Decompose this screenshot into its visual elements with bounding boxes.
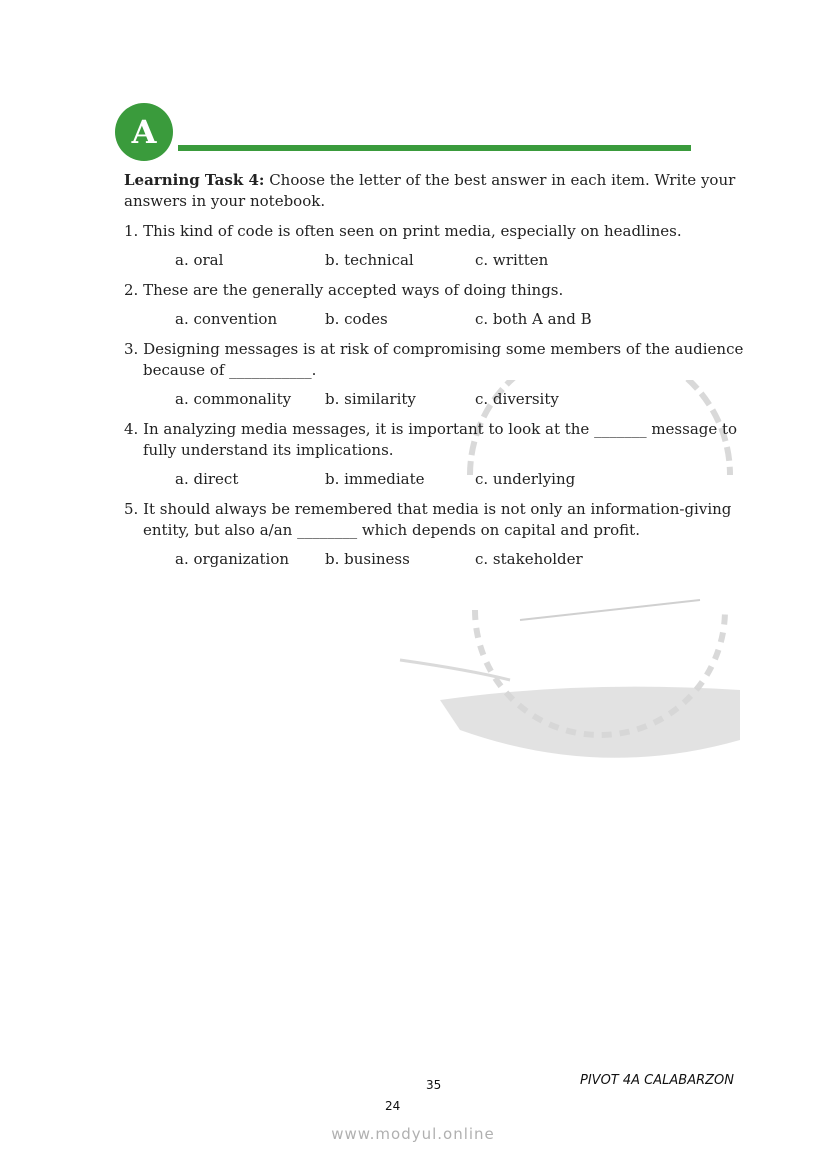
question-text: 2. These are the generally accepted ways of doing things. <box>124 281 564 299</box>
option-c: c. stakeholder <box>475 550 583 568</box>
options-row <box>175 549 744 570</box>
option-a: a. organization <box>175 550 290 568</box>
options-row <box>175 389 744 410</box>
options-row <box>175 309 744 330</box>
task-instruction-text: Choose the letter of the best answer in each item. Write your answers in your notebook. <box>124 171 736 210</box>
page-number: 35 <box>426 1078 442 1092</box>
question-text: 1. This kind of code is often seen on print media, especially on headlines. <box>124 222 682 240</box>
question-text: 4. In analyzing media messages, it is important to look at the _______ message to fully understand its implications. <box>124 420 738 459</box>
option-a: a. commonality <box>175 390 292 408</box>
section-rule <box>178 145 691 151</box>
question-text: 3. Designing messages is at risk of compromising some members of the audience because of ___________. <box>124 340 744 379</box>
website-watermark: www.modyul.online <box>331 1125 495 1143</box>
options-row <box>175 469 744 490</box>
option-b: b. business <box>325 550 410 568</box>
option-b: b. similarity <box>325 390 416 408</box>
option-c: c. written <box>475 251 549 269</box>
learning-task <box>124 170 744 579</box>
option-b: b. codes <box>325 310 388 328</box>
question-2 <box>124 280 744 330</box>
option-a: a. oral <box>175 251 224 269</box>
page-number-alt: 24 <box>385 1099 401 1113</box>
task-instruction <box>124 170 744 212</box>
section-badge: A <box>115 103 173 161</box>
option-c: c. both A and B <box>475 310 592 328</box>
option-c: c. diversity <box>475 390 559 408</box>
footer-brand: PIVOT 4A CALABARZON <box>580 1073 734 1088</box>
option-a: a. direct <box>175 470 239 488</box>
option-c: c. underlying <box>475 470 576 488</box>
question-4 <box>124 419 744 490</box>
question-1 <box>124 221 744 271</box>
question-3 <box>124 339 744 410</box>
option-a: a. convention <box>175 310 278 328</box>
question-5 <box>124 499 744 570</box>
option-b: b. technical <box>325 251 414 269</box>
option-b: b. immediate <box>325 470 425 488</box>
task-title: Learning Task 4: <box>124 171 265 189</box>
question-text: 5. It should always be remembered that media is not only an information-giving entity, but also a/an ________ which depends on capital and profit. <box>124 500 732 539</box>
options-row <box>175 250 744 271</box>
